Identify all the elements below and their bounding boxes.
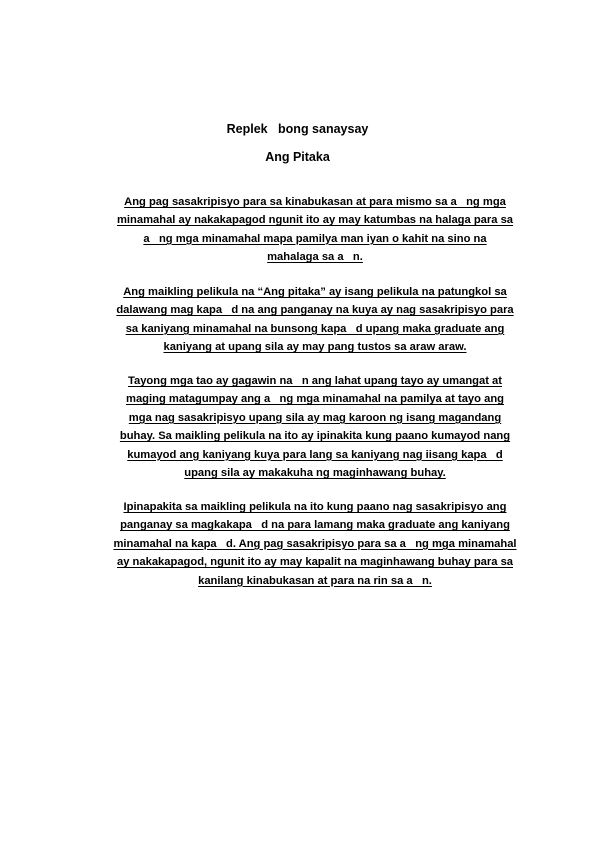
paragraph-line: kaniyang at upang sila ay may pang tustos sa araw araw.	[163, 341, 467, 354]
paragraph-line: kanilang kinabukasan at para na rin sa a n.	[198, 574, 432, 587]
paragraph-line: mahalaga sa a n.	[267, 251, 363, 264]
paragraph-2	[97, 283, 533, 357]
paragraph-line: sa kaniyang minamahal na bunsong kapa d upang maka graduate ang	[125, 322, 505, 335]
paragraph-line: Ang maikling pelikula na “Ang pitaka” ay isang pelikula na patungkol sa	[123, 286, 507, 298]
document-title: Replek bong sanaysay	[226, 122, 369, 136]
paragraph-line: maging matagumpay ang a ng mga minamahal na pamilya at tayo ang	[126, 393, 504, 406]
paragraph-line: Tayong mga tao ay gagawin na n ang lahat upang tayo ay umangat at	[127, 375, 502, 387]
paragraph-line: dalawang mag kapa d na ang panganay na kuya ay nag sasakripisyo para	[116, 304, 514, 317]
document-subtitle: Ang Pitaka	[265, 150, 330, 164]
paragraph-line: a ng mga minamahal mapa pamilya man iyan o kahit na sino na	[143, 232, 487, 245]
paragraph-3	[97, 372, 533, 482]
paragraph-line: panganay sa magkakapa d na para lamang maka graduate ang kaniyang	[120, 519, 510, 532]
paragraph-line: mga nag sasakripisyo upang sila ay mag karoon ng isang magandang	[128, 411, 502, 424]
paragraph-line: minamahal ay nakakapagod ngunit ito ay may katumbas na halaga para sa	[116, 214, 514, 227]
paragraph-line: upang sila ay makakuha ng maginhawang buhay.	[184, 467, 446, 480]
paragraph-1	[97, 193, 533, 267]
paragraph-line: minamahal na kapa d. Ang pag sasakripisyo para sa a ng mga minamahal	[113, 537, 517, 550]
paragraph-line: kumayod ang kaniyang kuya para lang sa kaniyang nag iisang kapa d	[127, 448, 503, 461]
paragraph-line: buhay. Sa maikling pelikula na ito ay ipinakita kung paano kumayod nang	[119, 430, 511, 443]
paragraph-line: Ang pag sasakripisyo para sa kinabukasan at para mismo sa a ng mga	[124, 196, 506, 208]
paragraph-line: ay nakakapagod, ngunit ito ay may kapalit na maginhawang buhay para sa	[116, 556, 514, 569]
paragraph-4	[97, 498, 533, 590]
paragraph-line: Ipinapakita sa maikling pelikula na ito kung paano nag sasakripisyo ang	[123, 501, 507, 513]
